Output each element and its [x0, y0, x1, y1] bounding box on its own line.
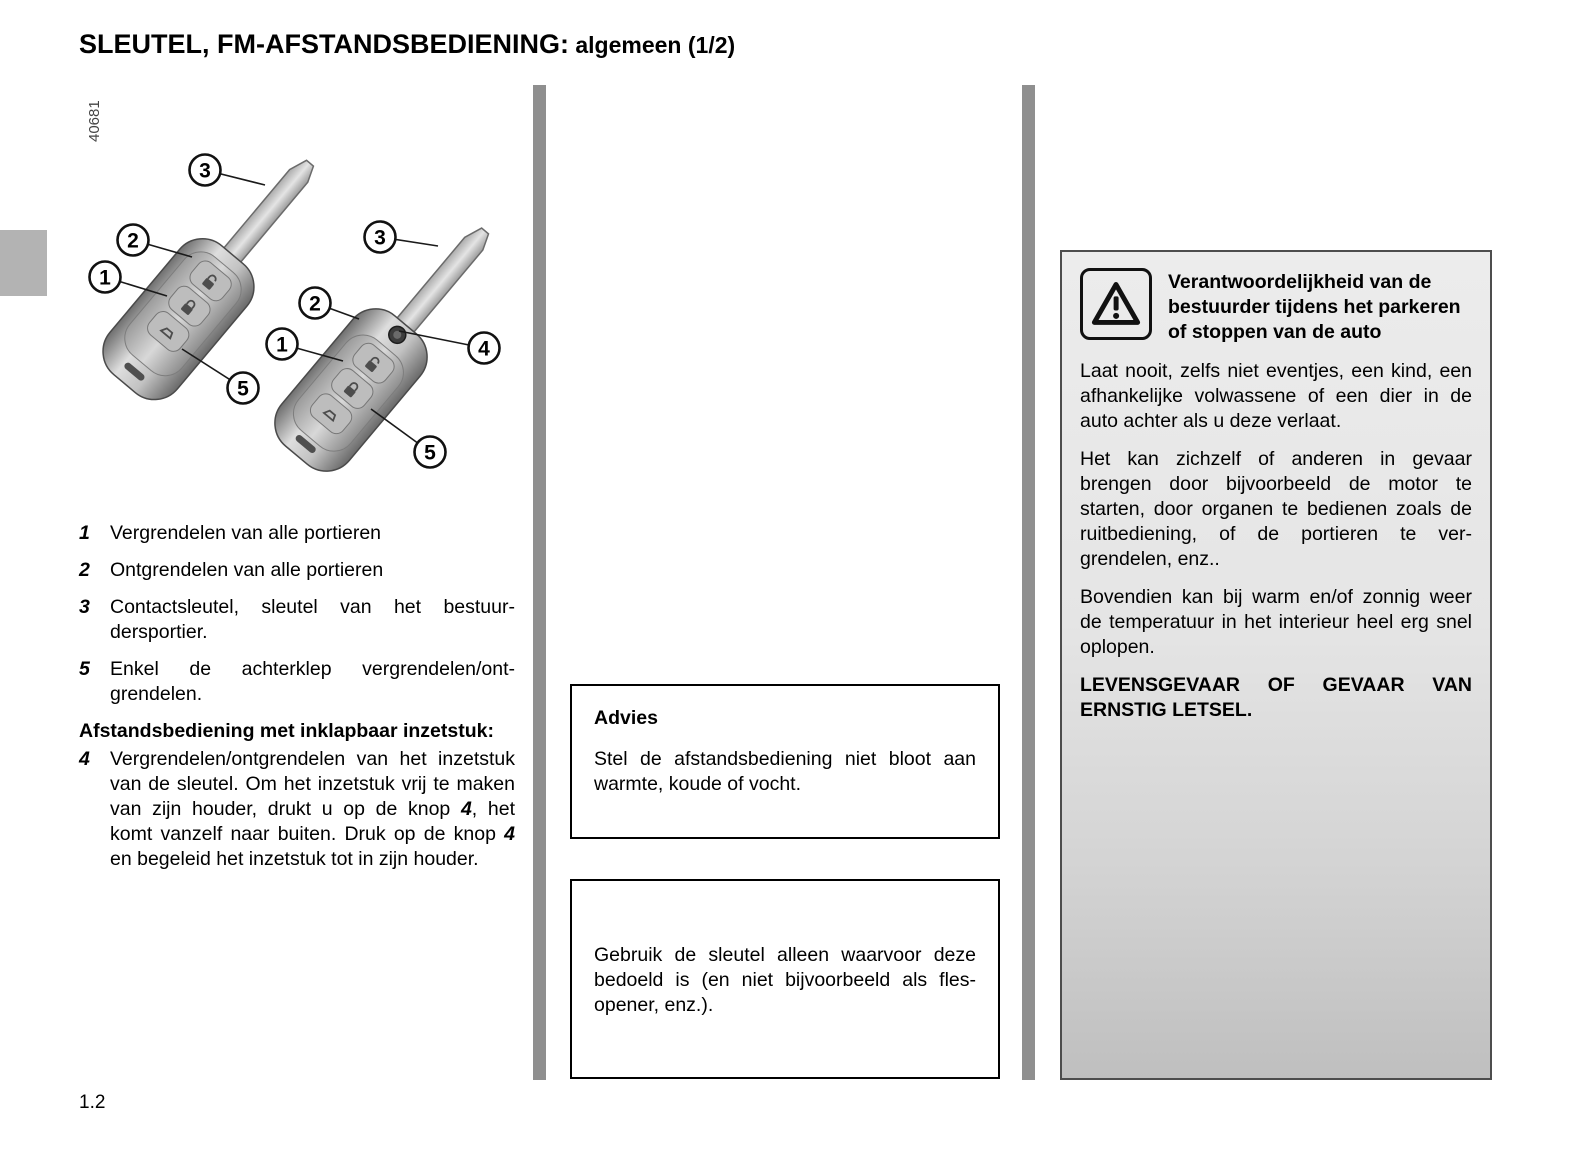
inline-callout-ref: 4 — [460, 798, 472, 820]
advice-box — [570, 684, 1000, 839]
text-segment: , het komt vanzelf naar buiten. Druk op de knop — [110, 798, 515, 845]
svg-text:3: 3 — [199, 159, 211, 183]
text-segment: en begeleid het inzetstuk tot in zijn houder. — [110, 848, 479, 870]
callout-3-right — [365, 222, 396, 253]
callout-2-right — [300, 288, 331, 319]
warning-triangle-icon — [1080, 268, 1152, 340]
warning-emphasis: LEVENSGEVAAR OF GEVAAR VAN ERNSTIG LETSEL. — [1080, 674, 1472, 721]
callout-5-left — [228, 373, 259, 404]
inline-callout-ref: 4 — [504, 823, 515, 845]
legend-item-text: Contactsleutel, sleutel van het bestuurdersportier. — [110, 596, 515, 643]
legend-item-number: 4 — [79, 748, 90, 770]
legend-item-number: 3 — [79, 596, 90, 618]
legend-item-2 — [79, 558, 515, 583]
usage-note-box — [570, 879, 1000, 1079]
callout-4-right — [469, 333, 500, 364]
svg-text:4: 4 — [478, 337, 490, 361]
warning-paragraph: Bovendien kan bij warm en/of zonnig weer de temperatuur in het interieur heel erg snel oplopen. — [1080, 586, 1472, 658]
svg-text:3: 3 — [374, 226, 386, 250]
text-segment: Vergrendelen/ontgrendelen van het inzetstuk van de sleutel. Om het inzetstuk vrij te maken van zijn houder, drukt u op de knop — [110, 748, 515, 820]
svg-text:1: 1 — [99, 266, 111, 290]
svg-text:5: 5 — [424, 441, 436, 465]
key-figure — [79, 85, 512, 513]
callout-2-left — [118, 225, 149, 256]
legend-item-text: Vergrendelen van alle portieren — [110, 522, 382, 544]
page-title-sub: algemeen (1/2) — [568, 32, 736, 58]
callout-1-left — [90, 262, 121, 293]
warning-triangle-glyph — [1090, 278, 1142, 330]
svg-text:1: 1 — [276, 333, 288, 357]
callout-3-left — [190, 155, 221, 186]
legend-item-number: 1 — [79, 522, 90, 544]
callout-1-right — [267, 329, 298, 360]
legend-item-1 — [79, 521, 515, 546]
advice-text: Stel de afstandsbediening niet bloot aan warmte, koude of vocht. — [594, 748, 976, 795]
callout-5-right — [415, 437, 446, 468]
svg-text:2: 2 — [309, 292, 321, 316]
svg-text:2: 2 — [127, 229, 139, 253]
page-title — [79, 24, 735, 61]
legend-item-3 — [79, 595, 515, 645]
legend-item-text — [110, 747, 515, 872]
legend-item-number: 2 — [79, 559, 90, 581]
figure-number: 40681 — [86, 100, 103, 142]
legend-item-number: 5 — [79, 658, 90, 680]
section-edge-tab — [0, 230, 47, 296]
advice-title: Advies — [594, 707, 658, 729]
warning-box — [1060, 250, 1492, 1080]
legend-item-4 — [79, 747, 515, 872]
legend — [79, 521, 515, 884]
key-illustration — [79, 85, 512, 513]
usage-note-text: Gebruik de sleutel alleen waarvoor deze bedoeld is (en niet bijvoorbeeld als flesopener, enz.). — [594, 944, 976, 1016]
column-divider-right — [1022, 85, 1035, 1080]
warning-header — [1080, 268, 1472, 345]
page-title-main: SLEUTEL, FM-AFSTANDSBEDIENING: — [79, 29, 569, 59]
warning-paragraph: Laat nooit, zelfs niet eventjes, een kind, een afhankelijke volwassene of een dier in de auto achter als u deze verlaat. — [1080, 360, 1472, 432]
column-divider-left — [533, 85, 546, 1080]
legend-item-text: Enkel de achterklep vergrendelen/ontgrendelen. — [110, 658, 515, 705]
warning-paragraph: Het kan zichzelf of anderen in gevaar brengen door bijvoorbeeld de motor te starten, door organen te bedienen zoals de ruitbediening, of de portieren te vergrendelen, enz.. — [1080, 448, 1472, 570]
legend-subheading: Afstandsbediening met inklapbaar inzetstuk: — [79, 720, 494, 742]
legend-item-5 — [79, 657, 515, 707]
legend-item-text: Ontgrendelen van alle portieren — [110, 559, 384, 581]
warning-title: Verantwoordelijkheid van de bestuurder tijdens het parkeren of stoppen van de auto — [1168, 271, 1461, 343]
svg-text:5: 5 — [237, 377, 249, 401]
page-number: 1.2 — [79, 1092, 106, 1113]
